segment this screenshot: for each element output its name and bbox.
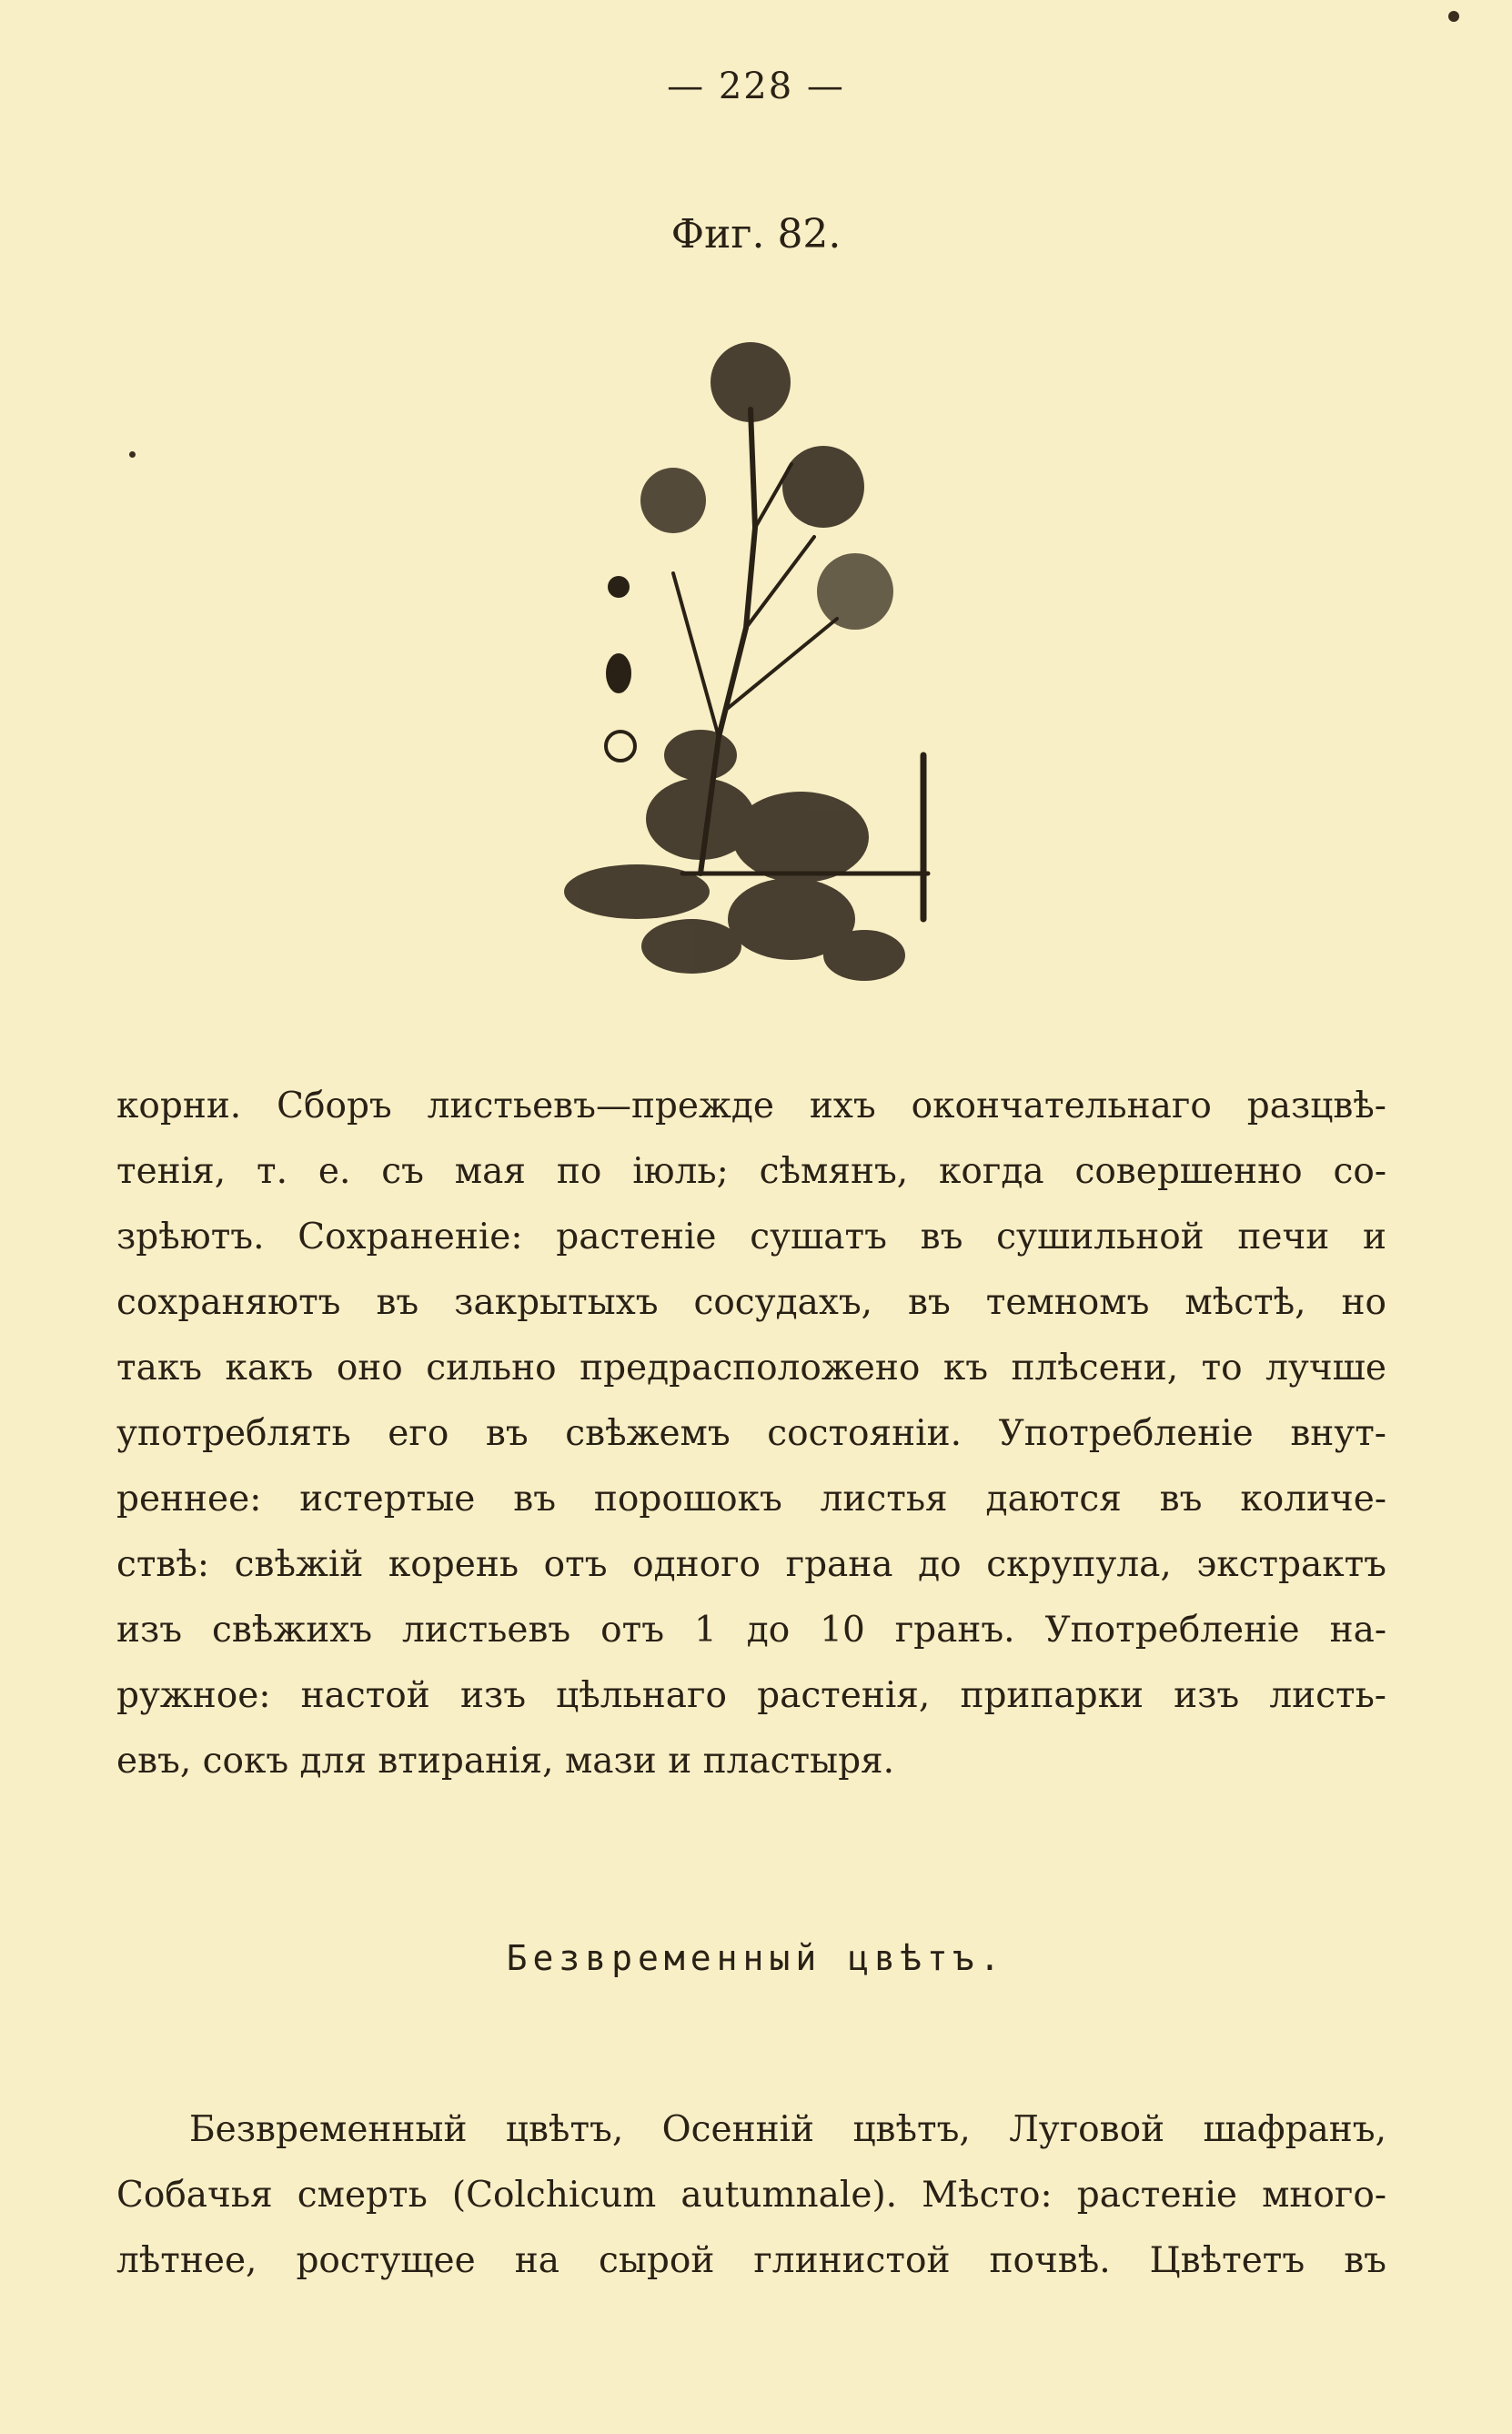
text-line: Безвременный цвѣтъ, Осенній цвѣтъ, Луговой шафранъ, <box>189 2109 1386 2150</box>
print-speck <box>1448 11 1459 22</box>
text-line: тенія, т. е. съ мая по іюль; сѣмянъ, когда совершенно со- <box>116 1151 1386 1192</box>
text-line: ружное: настой изъ цѣльнаго растенія, припарки изъ листь- <box>116 1675 1386 1716</box>
plant-illustration-icon <box>564 328 983 1001</box>
text-line: такъ какъ оно сильно предрасположено къ плѣсени, то лучше <box>116 1348 1386 1389</box>
text-line: евъ, сокъ для втиранія, мази и пластыря. <box>116 1741 895 1782</box>
page-number: — 228 — <box>667 66 845 107</box>
text-line: ствѣ: свѣжій корень отъ одного грана до скрупула, экстрактъ <box>116 1544 1386 1585</box>
text-line: лѣтнее, ростущее на сырой глинистой почвѣ. Цвѣтетъ въ <box>116 2240 1386 2281</box>
figure-label: Фиг. 82. <box>670 211 842 258</box>
text-line: реннее: истертые въ порошокъ листья даются въ количе- <box>116 1479 1386 1520</box>
paragraph-body-2 <box>116 2097 1386 2294</box>
text-line: сохраняютъ въ закрытыхъ сосудахъ, въ темномъ мѣстѣ, но <box>116 1282 1386 1323</box>
text-line: Собачья смерть (Colchicum autumnale). Мѣсто: растеніе много- <box>116 2175 1386 2216</box>
section-heading: Безвременный цвѣтъ. <box>506 1938 1006 1978</box>
text-line: употреблять его въ свѣжемъ состояніи. Употребленіе внут- <box>116 1413 1386 1454</box>
text-line: изъ свѣжихъ листьевъ отъ 1 до 10 гранъ. Употребленіе на- <box>116 1610 1386 1651</box>
text-line: зрѣютъ. Сохраненіе: растеніе сушатъ въ сушильной печи и <box>116 1217 1386 1257</box>
print-speck <box>129 451 136 458</box>
paragraph-body <box>116 1074 1386 1794</box>
text-line: корни. Сборъ листьевъ—прежде ихъ окончательнаго разцвѣ- <box>116 1086 1386 1126</box>
